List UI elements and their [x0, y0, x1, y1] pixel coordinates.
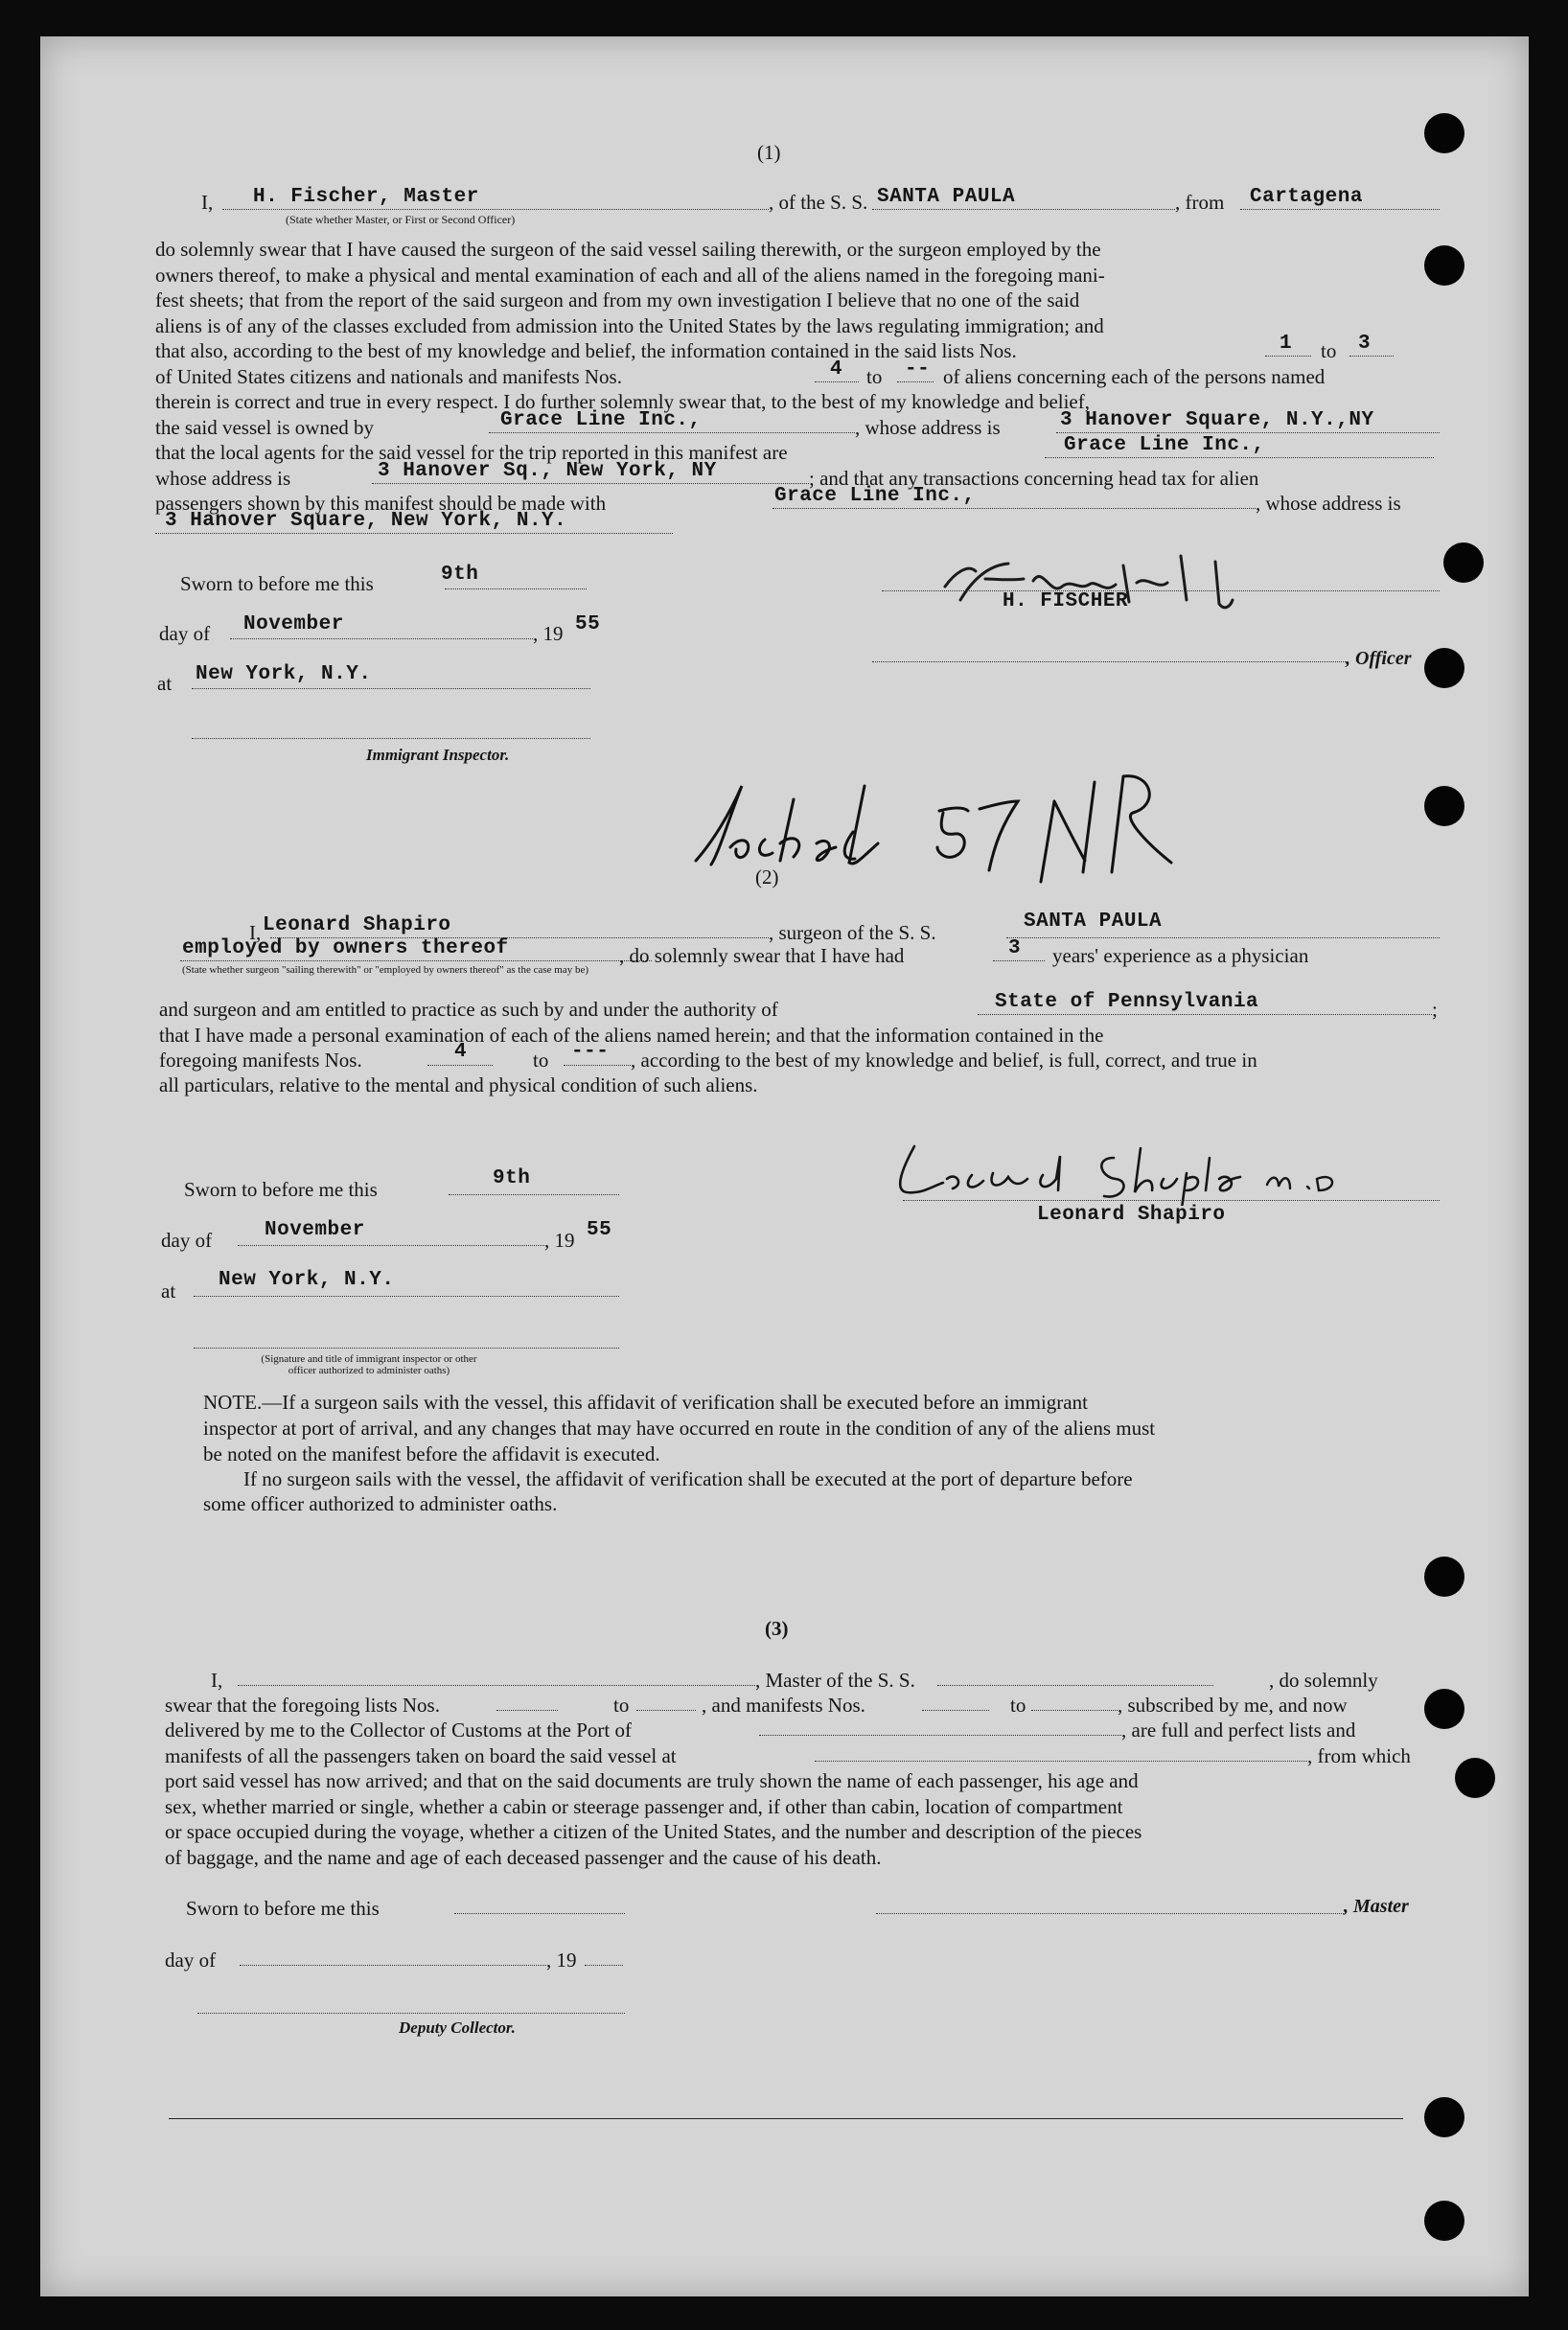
full-perfect-label: , are full and perfect lists and: [1121, 1719, 1356, 1742]
sworn-place: New York, N.Y.: [196, 663, 372, 685]
agents-name: Grace Line Inc.,: [1064, 434, 1265, 456]
master-label: , Master: [1344, 1896, 1409, 1917]
master-typed-name: H. FISCHER: [1003, 590, 1129, 612]
sworn-month: November: [243, 613, 344, 635]
owner-address-label: , whose address is: [855, 416, 1001, 439]
master-signature: [928, 537, 1349, 629]
passengers-label: manifests of all the passengers taken on board the said vessel at: [165, 1744, 677, 1767]
section-2-number: (2): [755, 865, 779, 888]
according-text: , according to the best of my knowledge and belief, is full, correct, and true in: [631, 1049, 1257, 1072]
punch-hole: [1424, 1557, 1464, 1597]
paragraph-line: port said vessel has now arrived; and that on the said documents are truly shown the name of each passenger, his age and: [165, 1769, 1139, 1792]
lists-text: that also, according to the best of my knowledge and belief, the information contained in the said lists Nos.: [155, 339, 1017, 362]
officer-label: , Officer: [1346, 648, 1412, 669]
signature-caption: (Signature and title of immigrant inspector or other officer authorized to administer oaths): [261, 1353, 477, 1376]
note-line: If no surgeon sails with the vessel, the affidavit of verification shall be executed at the port of departure before: [243, 1467, 1133, 1490]
head-tax-party: Grace Line Inc.,: [774, 485, 976, 507]
surgeon-to-label: to: [533, 1049, 549, 1072]
surgeon-vessel: SANTA PAULA: [1024, 911, 1163, 933]
note-line: some officer authorized to administer oaths.: [203, 1492, 558, 1515]
paragraph-line: do solemnly swear that I have caused the surgeon of the said vessel sailing therewith, or the surgeon employed by the: [155, 238, 1101, 261]
head-tax-label: passengers shown by this manifest should be made with: [155, 492, 607, 515]
of-the-ss-label: , of the S. S.: [769, 191, 868, 214]
handwritten-note-text: docked 57 NR: [673, 748, 679, 749]
year-prefix: , 19: [546, 1949, 577, 1972]
from-which-label: , from which: [1307, 1744, 1411, 1767]
foregoing-label: foregoing manifests Nos.: [159, 1049, 362, 1072]
section-3-paragraph: [165, 1768, 1443, 1870]
punch-hole: [1424, 2201, 1464, 2241]
punch-hole: [1424, 2097, 1464, 2137]
surgeon-signature: [865, 1129, 1382, 1206]
paragraph-line: fest sheets; that from the report of the said surgeon and from my own investigation I believe that no one of the said: [155, 288, 1080, 312]
day-of-label: day of: [161, 1229, 213, 1252]
surgeon-name: Leonard Shapiro: [263, 914, 451, 936]
swear-label: , do solemnly swear that I have had: [619, 944, 905, 967]
section-2-intro: I,: [249, 921, 262, 944]
authority-text: and surgeon and am entitled to practice as such by and under the authority of: [159, 998, 778, 1021]
punch-hole: [1424, 786, 1464, 826]
sworn-month: November: [265, 1219, 365, 1241]
year-prefix: , 19: [533, 622, 564, 645]
surgeon-state-hint: (State whether surgeon "sailing therewith" or "employed by owners thereof" as the case may be): [182, 964, 589, 976]
manifests-to-label: to: [866, 365, 883, 388]
section-1-intro: I,: [201, 191, 214, 214]
sworn-day: 9th: [441, 564, 479, 586]
sworn-label: Sworn to before me this: [186, 1897, 380, 1920]
from-label: , from: [1175, 191, 1225, 214]
particulars-text: all particulars, relative to the mental and physical condition of such aliens.: [159, 1073, 758, 1096]
authority-value: State of Pennsylvania: [995, 991, 1259, 1013]
sworn-year: 55: [575, 613, 601, 635]
surgeon-typed-name: Leonard Shapiro: [1037, 1204, 1226, 1226]
day-of-label: day of: [165, 1949, 217, 1972]
day-of-label: day of: [159, 622, 211, 645]
document-page: (1) I, H. Fischer, Master , of the S. S. SANTA PAULA , from Cartagena (State whether Master, or First or Second Officer) do solemnly swear that I have caused the surgeon of the said vessel sailing therewith, or the surgeon employed by the owners thereof, to make a physical and mental examination of each and all of the aliens named in the foregoing mani- fest sheets; that from the report of the said surgeon and from my own investigation I believe that no one of the said aliens is of any of the classes excluded from admission into the United States by the laws regulating immigration; and that also, according to the best of my knowledge and belief, the information contained in the said lists Nos. 1 to 3 of United States citizens and nationals and manifests Nos. 4 to -- of aliens concerning each of the persons named therein is correct and true in every respect. I do further solemnly swear that, to the best of my knowledge and belief, the said vessel is owned by Grace Line Inc., , whose address is 3 Hanover Square, N.Y.,NY that the local agents for the said vessel for the trip reported in this manifest are Grace Line Inc., whose address is 3 Hanover Sq., New York, NY ; and that any transactions concerning head tax for alien passengers shown by this manifest should be made with Grace Line Inc., , whose address is 3 Hanover Square, New York, N.Y. Sworn to before me this 9th day of November , 19 55 at New York, N.Y. Immigrant Inspector. H. FISCHER , Officer docked 57 NR (2) I, Leonard Shapiro , surgeon of the S. S. SANTA PAULA employed by owners thereof , do solemnly swear that I have had 3 years' experience as a physician (State whether surgeon "sailing therewith" or "employed by owners thereof" as the case may be) and surgeon and am entitled to practice as such by and under the authority of State of Pennsylvania ; that I have made a personal examination of each of the aliens named herein; and that the information contained in the foregoing manifests Nos. 4 to --- , according to the best of my knowledge and belief, is full, correct, and true in all particulars, relative to the mental and physical condition of such aliens. Sworn to before me this 9th day of November , 19 55 at New York, N.Y. (Signature and title of immigrant inspector or other officer authorized to administer oaths) Leonard Shapiro NOTE.—If a surgeon sails with the vessel, this affidavit of verification shall be executed before an immigrant inspector at port of arrival, and any changes that may have occurred en route in the condition of any of the aliens must be noted on the manifest before the affidavit is executed. If no surgeon sails with the vessel, the affidavit of verification shall be executed at the port of departure before some officer authorized to administer oaths. (3) I, , Master of the S. S. , do solemnly swear that the foregoing lists Nos. to , and manifests Nos. to , subscribed by me, and now delivered by me to the Collector of Customs at the Port of , are full and perfect lists and manifests of all the passengers taken on board the said vessel at , from which port said vessel has now arrived; and that on the said documents are truly shown the name of each passenger, his age and sex, whether married or single, whether a cabin or steerage passenger and, if other than cabin, location of compartment or space occupied during the voyage, whether a citizen of the United States, and the number and description of the pieces of baggage, and the name and age of each deceased passenger and the cause of his death. Sworn to before me this , Master day of , 19 Deputy Collector.: [40, 36, 1529, 2296]
manifests-from: 4: [830, 358, 843, 381]
head-tax-address-label: , whose address is: [1256, 492, 1401, 515]
punch-hole: [1424, 648, 1464, 688]
punch-hole: [1455, 1758, 1495, 1798]
section-3-number: (3): [765, 1617, 789, 1640]
paragraph-line: of baggage, and the name and age of each deceased passenger and the cause of his death.: [165, 1845, 882, 1869]
deputy-collector-label: Deputy Collector.: [399, 2019, 516, 2037]
punch-hole: [1424, 113, 1464, 153]
to-label: to: [613, 1694, 630, 1717]
master-name: H. Fischer, Master: [253, 186, 479, 208]
subscribed-label: , subscribed by me, and now: [1118, 1694, 1348, 1717]
solemnly-label: , do solemnly: [1269, 1669, 1378, 1692]
paragraph-line: or space occupied during the voyage, whether a citizen of the United States, and the number and description of the pieces: [165, 1820, 1142, 1844]
manifests-text: of United States citizens and nationals and manifests Nos.: [155, 365, 622, 388]
surgeon-of-label: , surgeon of the S. S.: [769, 921, 936, 944]
sworn-day: 9th: [493, 1167, 531, 1189]
surgeon-manifests-to: ---: [571, 1041, 610, 1063]
manifests-to: --: [905, 358, 931, 381]
handwritten-note: [673, 748, 1210, 901]
lists-to-label: to: [1321, 339, 1337, 362]
paragraph-line: sex, whether married or single, whether a cabin or steerage passenger and, if other than cabin, location of compartment: [165, 1794, 1123, 1818]
years-experience: 3: [1008, 937, 1022, 959]
note-line: inspector at port of arrival, and any changes that may have occurred en route in the condition of any of the aliens must: [203, 1417, 1156, 1440]
sworn-label: Sworn to before me this: [184, 1178, 378, 1201]
lists-to: 3: [1358, 333, 1372, 355]
at-label: at: [157, 672, 173, 695]
owner-name: Grace Line Inc.,: [500, 409, 702, 431]
head-tax-text: ; and that any transactions concerning head tax for alien: [809, 467, 1259, 490]
to-label: to: [1010, 1694, 1026, 1717]
vessel-name: SANTA PAULA: [877, 186, 1016, 208]
paragraph-line: aliens is of any of the classes excluded from admission into the United States by the laws regulating immigration; and: [155, 313, 1104, 337]
section-3-intro: I,: [211, 1669, 223, 1692]
years-label: years' experience as a physician: [1052, 944, 1309, 967]
owner-address: 3 Hanover Square, N.Y.,NY: [1060, 409, 1374, 431]
from-port: Cartagena: [1250, 186, 1363, 208]
sworn-label: Sworn to before me this: [180, 572, 374, 595]
manifests-label: , and manifests Nos.: [702, 1694, 865, 1717]
collector-port-label: delivered by me to the Collector of Customs at the Port of: [165, 1719, 632, 1742]
paragraph-line: owners thereof, to make a physical and mental examination of each and all of the aliens named in the foregoing mani-: [155, 263, 1105, 287]
agents-address-label: whose address is: [155, 467, 291, 490]
master-state-hint: (State whether Master, or First or Second Officer): [286, 213, 516, 226]
punch-hole: [1424, 245, 1464, 286]
master-of-label: , Master of the S. S.: [755, 1669, 915, 1692]
employment-type: employed by owners thereof: [182, 937, 509, 959]
note-line: NOTE.—If a surgeon sails with the vessel, this affidavit of verification shall be executed before an immigrant: [203, 1391, 1088, 1414]
owned-by-label: the said vessel is owned by: [155, 416, 375, 439]
agents-label: that the local agents for the said vessel for the trip reported in this manifest are: [155, 441, 788, 464]
inspector-label: Immigrant Inspector.: [366, 746, 510, 764]
sworn-year: 55: [587, 1219, 612, 1241]
section-1-paragraph: [155, 237, 1440, 338]
head-tax-address: 3 Hanover Square, New York, N.Y.: [165, 510, 567, 532]
sworn-place: New York, N.Y.: [219, 1269, 395, 1291]
agents-address: 3 Hanover Sq., New York, NY: [378, 460, 717, 482]
aliens-text: of aliens concerning each of the persons named: [943, 365, 1326, 388]
examination-text: that I have made a personal examination of each of the aliens named herein; and that the information contained in the: [159, 1024, 1104, 1047]
at-label: at: [161, 1280, 176, 1303]
punch-hole: [1443, 542, 1484, 583]
year-prefix: , 19: [544, 1229, 575, 1252]
note-line: be noted on the manifest before the affidavit is executed.: [203, 1442, 660, 1465]
surgeon-manifests-from: 4: [454, 1041, 468, 1063]
lists-from: 1: [1280, 333, 1293, 355]
lists-label: swear that the foregoing lists Nos.: [165, 1694, 440, 1717]
paragraph-line: therein is correct and true in every respect. I do further solemnly swear that, to the best of my knowledge and belief,: [155, 390, 1090, 413]
bottom-rule: [169, 2118, 1403, 2119]
punch-hole: [1424, 1689, 1464, 1729]
section-1-number: (1): [757, 141, 781, 164]
